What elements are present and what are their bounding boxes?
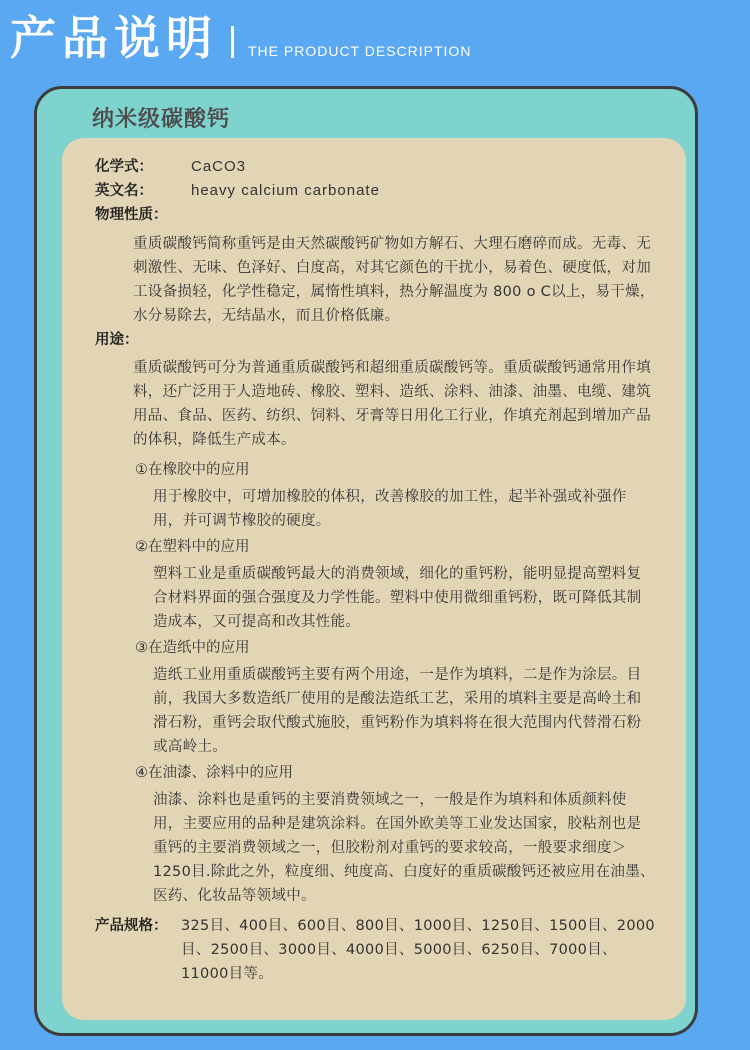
description-content: [95, 155, 655, 986]
physical-label: 物理性质：: [95, 206, 168, 223]
english-name-row: [95, 179, 655, 203]
physical-text: 重质碳酸钙简称重钙是由天然碳酸钙矿物如方解石、大理石磨碎而成。无毒、无刺激性、无味、色泽好、白度高，对其它颜色的干扰小，易着色、硬度低，对加工设备损轻，化学性稳定，属惰性填料，热分解温度为 800 o C以上，易干燥，水分易除去，无结晶水，而且价格低廉。: [133, 236, 655, 324]
spec-text: 325目、400目、600目、800目、1000目、1250目、1500目、2000目、2500目、3000目、4000目、5000目、6250目、7000目、11000目等。: [181, 918, 655, 982]
usage-item-rubber-text: 用于橡胶中，可增加橡胶的体积，改善橡胶的加工性，起半补强或补强作用，并可调节橡胶的硬度。: [153, 489, 627, 529]
product-name: 纳米级碳酸钙: [92, 107, 231, 132]
spec-row: [95, 914, 655, 986]
formula-label: 化学式：: [95, 158, 153, 175]
spec-label: 产品规格：: [95, 917, 168, 934]
header-title: 产品说明: [10, 11, 218, 65]
english-name-value: heavy calcium carbonate: [191, 182, 380, 199]
header-subtitle: THE PRODUCT DESCRIPTION: [248, 43, 472, 59]
usage-item-plastic-text: 塑料工业是重质碳酸钙最大的消费领域，细化的重钙粉，能明显提高塑料复合材料界面的强合强度及力学性能。塑料中使用微细重钙粉，既可降低其制造成本，又可提高和改其性能。: [153, 566, 642, 630]
usage-item-plastic-title: ②在塑料中的应用: [135, 539, 250, 555]
usage-text: 重质碳酸钙可分为普通重质碳酸钙和超细重质碳酸钙等。重质碳酸钙通常用作填料，还广泛用于人造地砖、橡胶、塑料、造纸、涂料、油漆、油墨、电缆、建筑用品、食品、医药、纺织、饲料、牙膏等日用化工行业，作填充剂起到增加产品的体积，降低生产成本。: [133, 360, 651, 448]
formula-row: [95, 155, 655, 179]
usage-label: 用途：: [95, 331, 139, 348]
formula-value: CaCO3: [191, 158, 247, 175]
usage-item-paint-title: ④在油漆、涂料中的应用: [135, 765, 293, 781]
header-divider: [231, 26, 234, 58]
usage-item-paper-text: 造纸工业用重质碳酸钙主要有两个用途，一是作为填料，二是作为涂层。目前，我国大多数造纸厂使用的是酸法造纸工艺，采用的填料主要是高岭土和滑石粉，重钙会取代酸式施胶，重钙粉作为填料将在很大范围内代替滑石粉或高岭土。: [153, 667, 642, 755]
usage-item-paper-title: ③在造纸中的应用: [135, 640, 250, 656]
english-name-label: 英文名：: [95, 182, 153, 199]
usage-item-paint-text: 油漆、涂料也是重钙的主要消费领域之一，一般是作为填料和体质颜料使用，主要应用的品种是建筑涂料。在国外欧美等工业发达国家，胶粘剂也是重钙的主要消费领域之一，但胶粉剂对重钙的要求较高，一般要求细度＞ 1250目.除此之外，粒度细、纯度高、白度好的重质碳酸钙还被应用在油墨、医药、化妆品等领域中。: [153, 792, 655, 904]
usage-item-rubber-title: ①在橡胶中的应用: [135, 462, 250, 478]
